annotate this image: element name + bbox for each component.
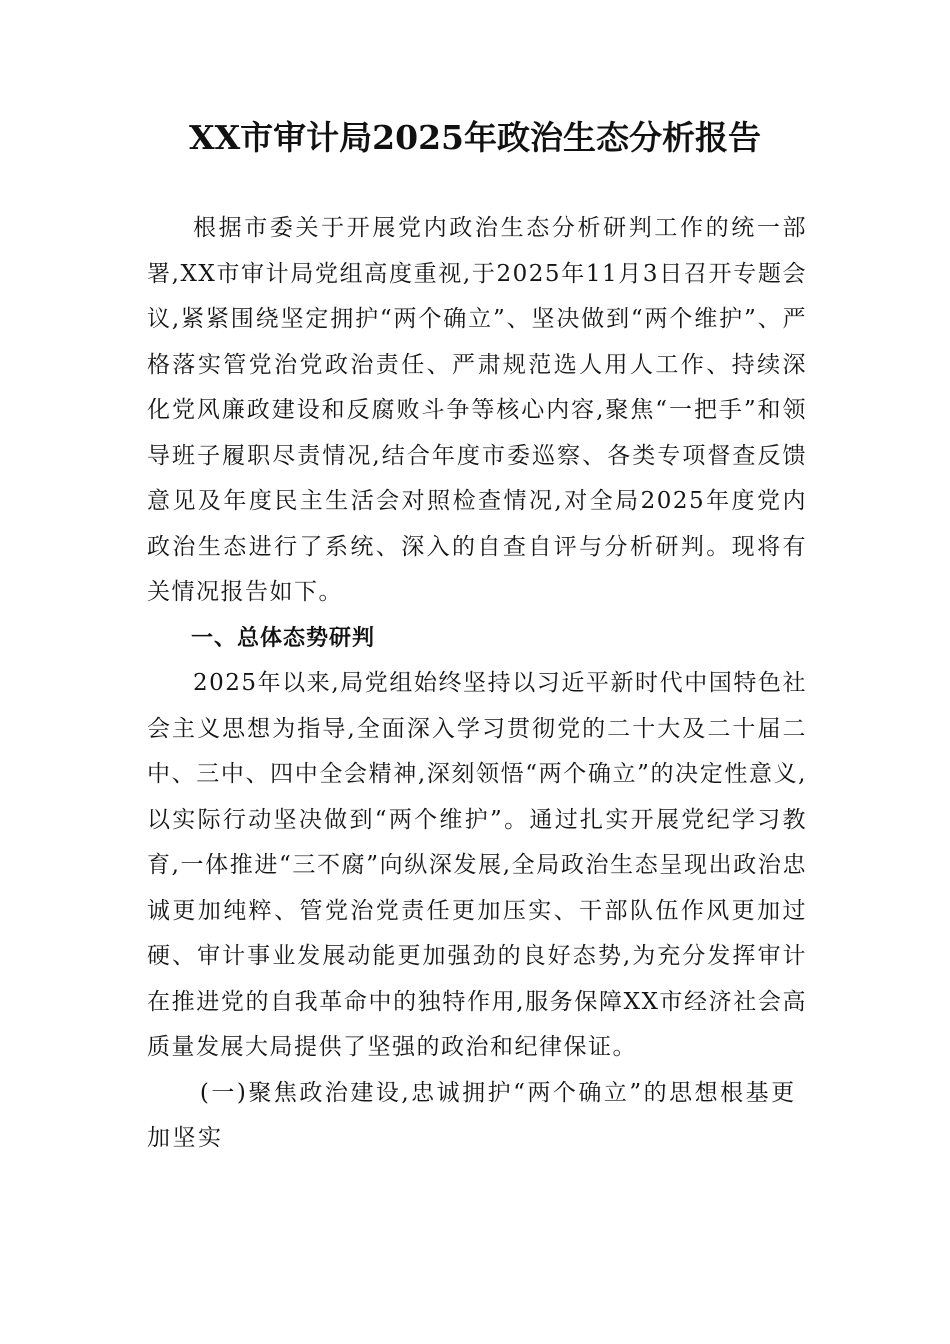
section-heading: 一、总体态势研判 xyxy=(191,625,376,651)
document-body xyxy=(147,206,807,1162)
document-title: XX市审计局2025年政治生态分析报告 xyxy=(188,118,762,157)
intro-paragraph: 根据市委关于开展党内政治生态分析研判工作的统一部署,XX市审计局党组高度重视,于2025年11月3日召开专题会议,紧紧围绕坚定拥护“两个确立”、坚决做到“两个维护”、严格落实管党治党政治责任、严肃规范选人用人工作、持续深化党风廉政建设和反腐败斗争等核心内容,聚焦“一把手”和领导班子履职尽责情况,结合年度市委巡察、各类专项督查反馈意见及年度民主生活会对照检查情况,对全局2025年度党内政治生态进行了系统、深入的自查自评与分析研判。现将有关情况报告如下。 xyxy=(147,215,807,605)
section-paragraph: 2025年以来,局党组始终坚持以习近平新时代中国特色社会主义思想为指导,全面深入学习贯彻党的二十大及二十届二中、三中、四中全会精神,深刻领悟“两个确立”的决定性意义,以实际行动坚决做到“两个维护”。通过扎实开展党纪学习教育,一体推进“三不腐”向纵深发展,全局政治生态呈现出政治忠诚更加纯粹、管党治党责任更加压实、干部队伍作风更加过硬、审计事业发展动能更加强劲的良好态势,为充分发挥审计在推进党的自我革命中的独特作用,服务保障XX市经济社会高质量发展大局提供了坚强的政治和纪律保证。 xyxy=(147,670,807,1060)
subsection-heading: (一)聚焦政治建设,忠诚拥护“两个确立”的思想根基更加坚实 xyxy=(147,1079,797,1151)
